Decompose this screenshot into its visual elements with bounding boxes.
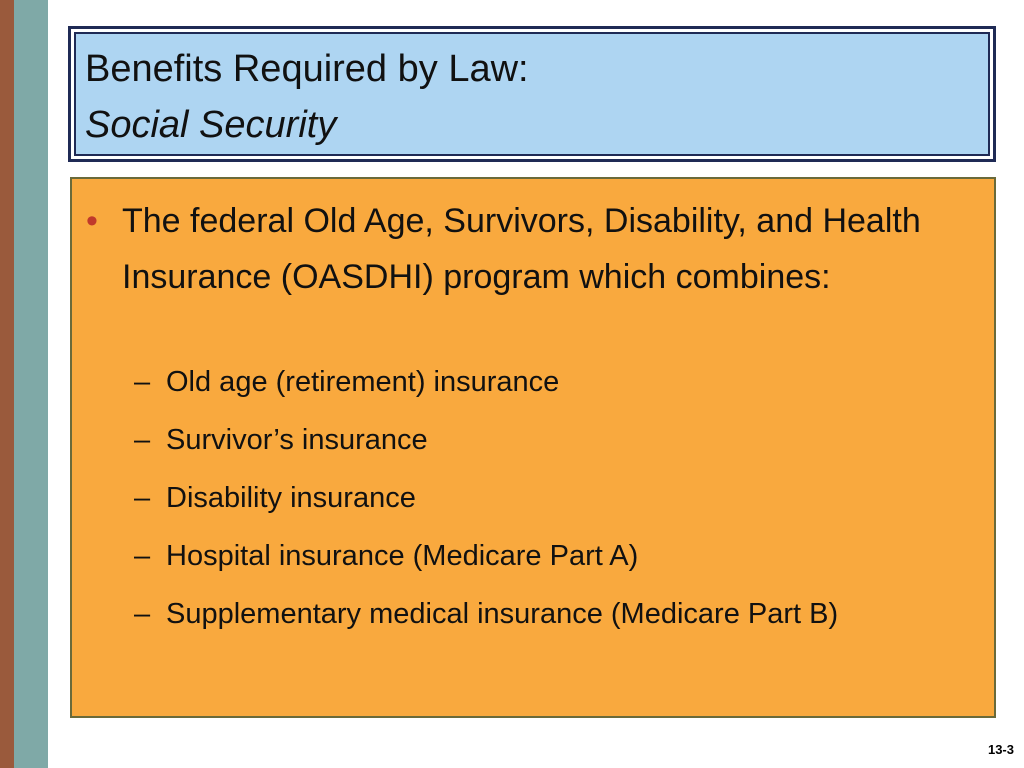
content-box xyxy=(70,177,996,718)
dash-icon: – xyxy=(134,366,151,398)
sub-bullet-item xyxy=(134,481,954,515)
left-decor-stripe-brown xyxy=(0,0,14,768)
sub-bullet-item xyxy=(134,539,954,573)
main-bullet xyxy=(86,193,966,305)
slide-subtitle: Social Security xyxy=(85,104,337,146)
main-bullet-text: The federal Old Age, Survivors, Disability, and Health Insurance (OASDHI) program which combines: xyxy=(122,202,921,296)
dash-icon: – xyxy=(134,482,151,514)
sub-bullet-item xyxy=(134,423,954,457)
sub-bullet-text: Hospital insurance (Medicare Part A) xyxy=(166,540,639,572)
sub-bullet-text: Survivor’s insurance xyxy=(166,424,428,456)
sub-bullet-item xyxy=(134,597,954,631)
slide-title: Benefits Required by Law: xyxy=(85,48,529,90)
sub-bullet-item xyxy=(134,365,954,399)
sub-bullet-text: Disability insurance xyxy=(166,482,416,514)
title-box xyxy=(68,26,996,162)
dash-icon: – xyxy=(134,598,151,630)
left-decor-stripe-teal xyxy=(14,0,48,768)
slide-number: 13-3 xyxy=(987,742,1014,757)
dash-icon: – xyxy=(134,540,151,572)
sub-bullet-text: Old age (retirement) insurance xyxy=(166,366,560,398)
sub-bullet-list xyxy=(134,365,954,655)
dash-icon: – xyxy=(134,424,151,456)
bullet-dot-icon: • xyxy=(86,202,98,240)
sub-bullet-text: Supplementary medical insurance (Medicare Part B) xyxy=(166,598,839,630)
